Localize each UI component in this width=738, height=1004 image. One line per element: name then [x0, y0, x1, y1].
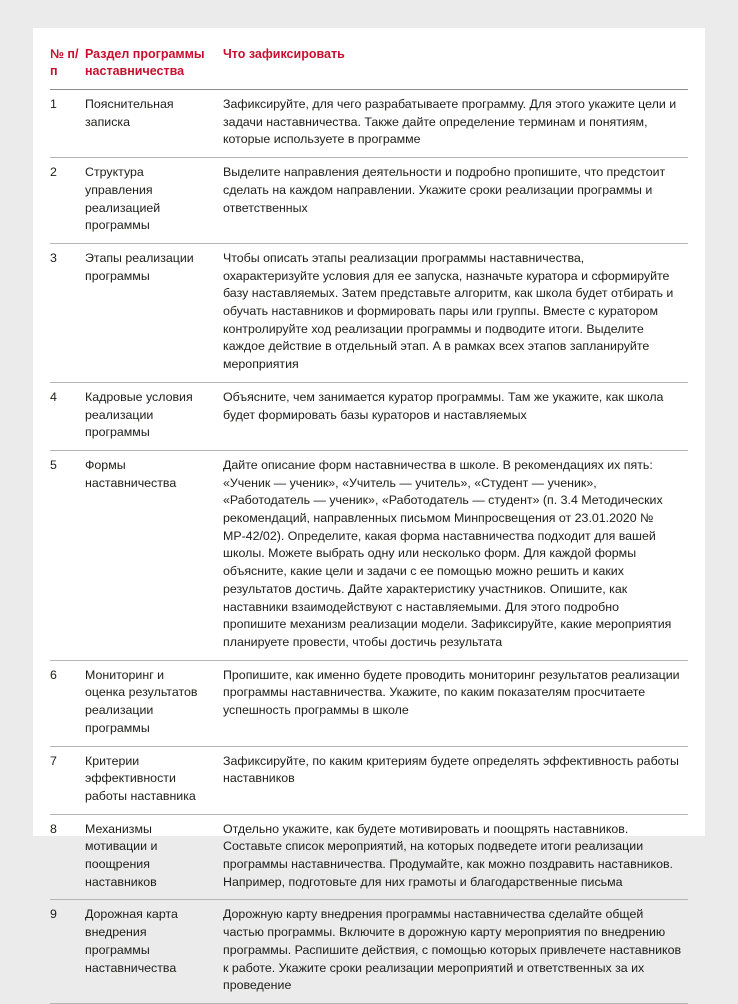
row-action: Чтобы описать этапы реализации программы наставничества, охарактеризуйте условия для ее запуска, назначьте куратора и сформируйте базу наставляемых. Затем представьте алгоритм, как школа будет отбирать и обучать наставников и формировать пары или группы. Вместе с куратором контролируйте ход реализации программы и подводите итоги. Выделите каждое действие в отдельный этап. А в рамках всех этапов запланируйте мероприятия — [223, 243, 688, 382]
row-section: Критерии эффективности работы наставника — [85, 746, 223, 814]
table-header-row — [50, 42, 688, 90]
table-row — [50, 90, 688, 158]
row-number: 4 — [50, 382, 85, 450]
row-section: Пояснительная записка — [85, 90, 223, 158]
table-row — [50, 158, 688, 244]
row-action: Пропишите, как именно будете проводить мониторинг результатов реализации программы наставничества. Укажите, по каким показателям просчитаете успешность программы в школе — [223, 660, 688, 746]
row-number: 6 — [50, 660, 85, 746]
table-row — [50, 900, 688, 1004]
row-number: 1 — [50, 90, 85, 158]
table-row — [50, 746, 688, 814]
row-action: Объясните, чем занимается куратор программы. Там же укажите, как школа будет формировать базы кураторов и наставляемых — [223, 382, 688, 450]
row-number: 8 — [50, 814, 85, 900]
table-row — [50, 450, 688, 660]
row-section: Дорожная карта внедрения программы наставничества — [85, 900, 223, 1004]
row-action: Отдельно укажите, как будете мотивировать и поощрять наставников. Составьте список мероприятий, на которых подведете итоги реализации программы наставничества. Продумайте, как можно поздравить наставников. Например, подготовьте для них грамоты и благодарственные письма — [223, 814, 688, 900]
row-section: Формы наставничества — [85, 450, 223, 660]
row-number: 3 — [50, 243, 85, 382]
table-row — [50, 382, 688, 450]
header-number: № п/п — [50, 42, 85, 90]
row-action: Дайте описание форм наставничества в школе. В рекомендациях их пять: «Ученик — ученик», «Учитель — учитель», «Студент — ученик», «Работодатель — ученик», «Работодатель — студент» (п. 3.4 Методических рекомендаций, направленных письмом Минпросвещения от 23.01.2020 № МР-42/02). Определите, какая форма наставничества подходит для вашей школы. Можете выбрать одну или несколько форм. Для каждой формы объясните, какие цели и задачи с ее помощью можно решить и каких результатов достичь. Дайте характеристику участников. Опишите, как наставники взаимодействуют с наставляемыми. Для этого подробно пропишите механизм реализации модели. Зафиксируйте, какие мероприятия планируете провести, чтобы достичь результата — [223, 450, 688, 660]
row-action: Дорожную карту внедрения программы наставничества сделайте общей частью программы. Включите в дорожную карту мероприятия по внедрению программы. Распишите действия, с помощью которых привлечете наставников к работе. Укажите сроки реализации мероприятий и ответственных за их проведение — [223, 900, 688, 1004]
mentoring-program-table — [50, 42, 688, 1004]
row-number: 2 — [50, 158, 85, 244]
table-row — [50, 660, 688, 746]
row-number: 7 — [50, 746, 85, 814]
row-section: Структура управления реализацией программы — [85, 158, 223, 244]
row-section: Мониторинг и оценка результатов реализации программы — [85, 660, 223, 746]
table-row — [50, 814, 688, 900]
content-card — [33, 28, 705, 993]
row-number: 5 — [50, 450, 85, 660]
header-action: Что зафиксировать — [223, 42, 688, 90]
row-action: Выделите направления деятельности и подробно пропишите, что предстоит сделать на каждом направлении. Укажите сроки реализации программы и ответственных — [223, 158, 688, 244]
row-action: Зафиксируйте, по каким критериям будете определять эффективность работы наставников — [223, 746, 688, 814]
row-section: Этапы реализации программы — [85, 243, 223, 382]
row-number: 9 — [50, 900, 85, 1004]
row-section: Кадровые условия реализации программы — [85, 382, 223, 450]
row-action: Зафиксируйте, для чего разрабатываете программу. Для этого укажите цели и задачи наставничества. Также дайте определение терминам и понятиям, которые используете в программе — [223, 90, 688, 158]
header-section: Раздел программы наставничества — [85, 42, 223, 90]
row-section: Механизмы мотивации и поощрения наставников — [85, 814, 223, 900]
table-row — [50, 243, 688, 382]
